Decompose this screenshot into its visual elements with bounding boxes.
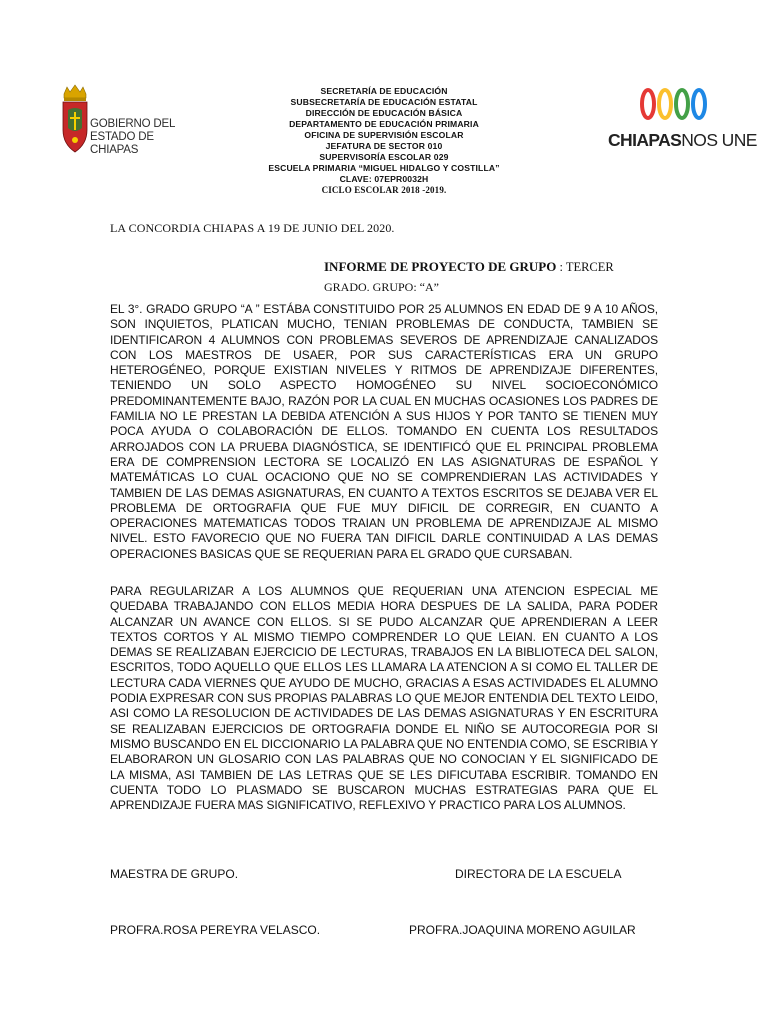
header-line: DEPARTAMENTO DE EDUCACIÓN PRIMARIA: [289, 119, 479, 129]
header-line: CICLO ESCOLAR 2018 -2019.: [321, 185, 447, 195]
logo-brand-regular: NOS UNE: [681, 130, 757, 150]
logo-text-line: ESTADO DE CHIAPAS: [90, 131, 154, 156]
document-title: [324, 259, 654, 295]
header-line: CLAVE: 07EPR0032H: [339, 174, 429, 184]
header-line: OFICINA DE SUPERVISIÓN ESCOLAR: [304, 130, 464, 140]
header-line: SUBSECRETARÍA DE EDUCACIÓN ESTATAL: [290, 97, 478, 107]
header-line: DIRECCIÓN DE EDUCACIÓN BÁSICA: [305, 108, 463, 118]
title-line2: GRADO. GRUPO: “A”: [324, 280, 439, 294]
logo-brand-bold: CHIAPAS: [608, 130, 682, 150]
signature-left-role: MAESTRA DE GRUPO.: [110, 867, 239, 881]
colored-rings-icon: [640, 86, 710, 122]
header-line: ESCUELA PRIMARIA “MIGUEL HIDALGO Y COSTILLA”: [268, 163, 500, 173]
chiapas-nos-une-logo: [604, 86, 757, 158]
header-line: SECRETARÍA DE EDUCACIÓN: [320, 86, 448, 96]
signature-right-role: DIRECTORA DE LA ESCUELA: [455, 867, 622, 881]
body-paragraph-2: PARA REGULARIZAR A LOS ALUMNOS QUE REQUERIAN UNA ATENCION ESPECIAL ME QUEDABA TRABAJANDO CON ELLOS MEDIA HORA DESPUES DE LA SALIDA, PARA PODER ALCANZAR UN AVANCE CON ELLOS. SI SE PUDO ALCANZAR QUE APRENDIERAN A LEER TEXTOS CORTOS Y AL MISMO TIEMPO COMPRENDER LO QUE LEIAN. EN CUANTO A LOS DEMAS SE REALIZABAN EJERCICIO DE LECTURAS, TRABAJOS EN LA BIBLIOTECA DEL SALON, ESCRITOS, TODO AQUELLO QUE ELLOS LES LLAMARA LA ATENCION A SI COMO EL TALLER DE LECTURA CADA VIERNES QUE AYUDO DE MUCHO, GRACIAS A ESAS ACTIVIDADES EL ALUMNO PODIA EXPRESAR CON SUS PROPIAS PALABRAS LO QUE MEJOR ENTENDIA DEL TEXTO LEIDO, ASI COMO LA RESOLUCION DE ACTIVIDADES DE LAS DEMAS ASIGNATURAS Y EN ESCRITURA SE REALIZABAN EJERCICIOS DE ORTOGRAFIA DONDE EL NIÑO SE AUTOCOREGIA POR SI MISMO BUSCANDO EN EL DICCIONARIO LA PALABRA QUE NO ENTENDIA COMO, SE ESCRIBIA Y ELABORARON UN GLOSARIO CON LAS PALABRAS QUE NO CONOCIAN Y EL SIGNIFICADO DE LA MISMA, ASI TAMBIEN DE LAS LETRAS QUE SE LES DIFICUTABA ESCRIBIR. TOMANDO EN CUENTA TODO LO PLASMADO SE BUSCARON MUCHAS ESTRATEGIAS PARA QUE EL APRENDIZAJE FUERA MAS SIGNIFICATIVO, REFLEXIVO Y PRACTICO PARA LOS ALUMNOS.: [110, 584, 658, 813]
title-bold: INFORME DE PROYECTO DE GRUPO: [324, 259, 557, 274]
logo-text-line: GOBIERNO DEL: [90, 118, 176, 130]
signature-right-name: PROFRA.JOAQUINA MORENO AGUILAR: [409, 923, 636, 937]
coat-of-arms-icon: [60, 84, 90, 156]
document-header: [200, 86, 568, 196]
chiapas-government-logo: [60, 84, 190, 156]
signature-left-name: PROFRA.ROSA PEREYRA VELASCO.: [110, 923, 321, 937]
title-rest: : TERCER: [556, 260, 614, 274]
document-date: LA CONCORDIA CHIAPAS A 19 DE JUNIO DEL 2020.: [110, 221, 395, 235]
header-line: SUPERVISORÍA ESCOLAR 029: [319, 152, 449, 162]
body-paragraph-1: EL 3°. GRADO GRUPO “A ” ESTÁBA CONSTITUIDO POR 25 ALUMNOS EN EDAD DE 9 A 10 AÑOS, SON INQUIETOS, PLATICAN MUCHO, TENIAN PROBLEMAS DE CONDUCTA, TAMBIEN SE IDENTIFICARON 4 ALUMNOS CON PROBLEMAS SEVEROS DE APRENDIZAJE CANALIZADOS CON LOS MAESTROS DE USAER, POR SUS CARACTERÍSTICAS ERA UN GRUPO HETEROGÉNEO, PORQUE EXISTIAN NIVELES Y RITMOS DE APRENDIZAJE DIFERENTES, TENIENDO UN SOLO ASPECTO HOMOGÉNEO SU NIVEL SOCIOECONÓMICO PREDOMINANTEMENTE BAJO, RAZÓN POR LA CUAL EN MUCHAS OCASIONES LOS PADRES DE FAMILIA NO LE PRESTAN LA DEBIDA ATENCIÓN A SUS HIJOS Y POR TANTO SE TIENEN MUY POCA AYUDA O COLABORACIÓN DE ELLOS. TOMANDO EN CUENTA LOS RESULTADOS ARROJADOS CON LA PRUEBA DIAGNÓSTICA, SE IDENTIFICÓ QUE EL PRINCIPAL PROBLEMA ERA DE COMPRENSION LECTORA SE LOCALIZÓ EN LAS ASIGNATURAS DE ESPAÑOL Y MATEMÁTICAS LO CUAL OCACIONO QUE NO SE COMPRENDIERAN LAS ACTIVIDADES Y TAMBIEN DE LAS DEMAS ASIGNATURAS, EN CUANTO A TEXTOS ESCRITOS SE DEJABA VER EL PROBLEMA DE ORTOGRAFIA QUE FUE MUY DIFICIL DE CORREGIR, EN CUANTO A OPERACIONES MATEMATICAS TODOS TRAIAN UN PROBLEMA DE APRENDIZAJE AL MISMO NIVEL. ESTO FAVORECIO QUE NO FUERA TAN DIFICIL DARLE CONTINUIDAD A LAS DEMAS OPERACIONES BASICAS QUE SE REQUERIAN PARA EL GRADO QUE CURSABAN.: [110, 302, 658, 561]
header-line: JEFATURA DE SECTOR 010: [325, 141, 443, 151]
